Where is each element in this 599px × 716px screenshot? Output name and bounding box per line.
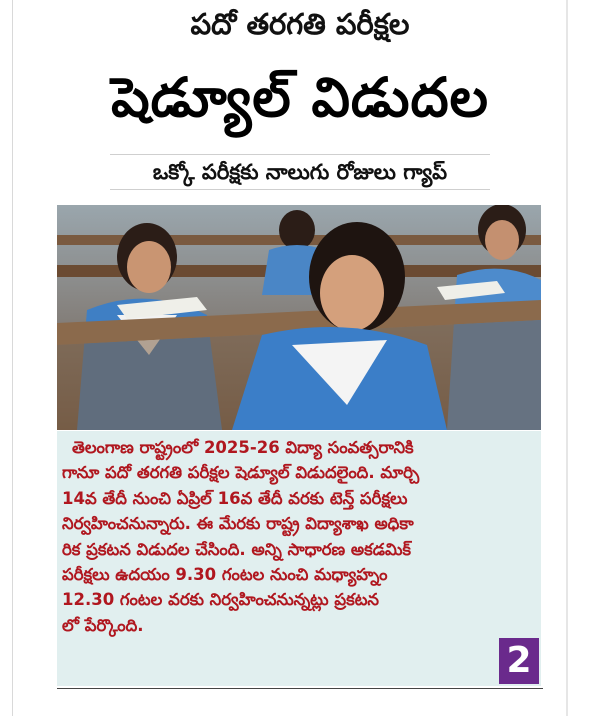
article-body bbox=[57, 431, 541, 686]
subheadline: ఒక్కో పరీక్షకు నాలుగు రోజులు గ్యాప్ bbox=[110, 154, 490, 190]
article-line: రిక ప్రకటన విడుదల చేసింది. అన్ని సాధారణ అకడమిక్ bbox=[62, 539, 412, 559]
article-line: 12.30 గంటల వరకు నిర్వహించనున్నట్లు ప్రకటన bbox=[62, 590, 380, 610]
article-line: నిర్వహించనున్నారు. ఈ మేరకు రాష్ట్ర విద్యాశాఖ అధికా bbox=[62, 514, 414, 534]
article-line: 14వ తేదీ నుంచి ఏప్రిల్ 16వ తేదీ వరకు టెన్త్ పరీక్షలు bbox=[62, 488, 408, 508]
article-text bbox=[62, 435, 532, 638]
headline-kicker: పదో తరగతి పరీక్షల bbox=[190, 7, 410, 41]
article-line: పరీక్షలు ఉదయం 9.30 గంటల నుంచి మధ్యాహ్నం bbox=[62, 565, 388, 585]
article-line: లో పేర్కొంది. bbox=[62, 615, 144, 635]
bottom-rule bbox=[57, 688, 543, 689]
page-number-badge: 2 bbox=[499, 638, 539, 684]
headline: షెడ్యూల్ విడుదల bbox=[111, 66, 489, 129]
page-left-rule bbox=[12, 0, 13, 716]
news-photo bbox=[57, 205, 541, 430]
page-right-rule bbox=[566, 0, 568, 716]
article-line: తెలంగాణ రాష్ట్రంలో 2025-26 విద్యా సంవత్సరానికి bbox=[72, 438, 414, 457]
article-line: గానూ పదో తరగతి పరీక్షల షెడ్యూల్ విడుదలైంది. మార్చి bbox=[62, 463, 420, 483]
